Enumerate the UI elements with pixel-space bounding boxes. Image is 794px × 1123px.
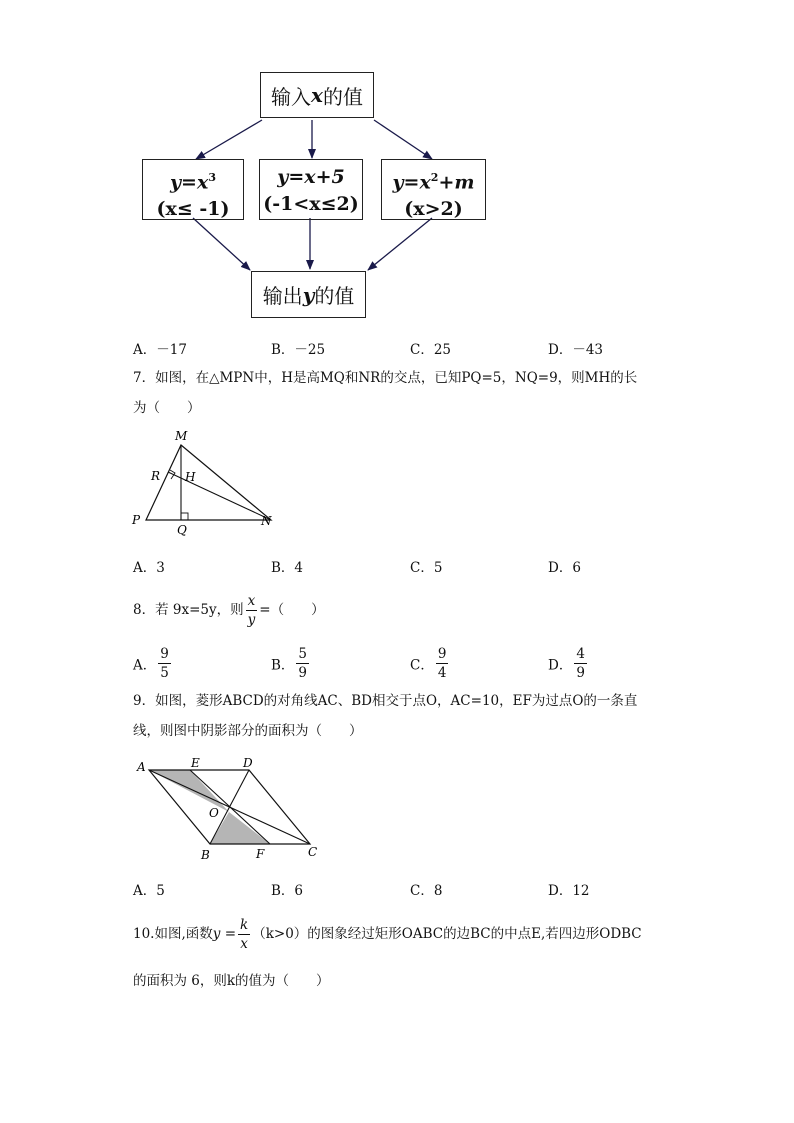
q9-option-b: B．6 [271, 883, 304, 899]
output-box-pre: 输出 [262, 284, 303, 308]
box-right-exponent: 2 [430, 171, 439, 184]
box-right-condition: (x>2) [404, 198, 463, 221]
q8-option-c: C． $\frac{9}{4}$ [410, 646, 447, 681]
q7-option-c: C．5 [410, 560, 443, 576]
q10-prefix: 如图,函数 [154, 926, 213, 942]
q9-label-c: C [308, 845, 318, 859]
q9-text-line1: 如图，菱形ABCD的对角线AC、BD相交于点O，AC=10，EF为过点O的一条直 [155, 693, 638, 709]
input-box-pre: 输入 [271, 84, 312, 109]
input-box-post: 的值 [322, 84, 363, 109]
q10-fraction [238, 916, 250, 953]
q10-question [133, 916, 642, 953]
q9-option-c: C．8 [410, 883, 443, 899]
q10-frac-den: x [240, 936, 248, 952]
q7-triangle-figure [125, 425, 285, 540]
q9-rhombus-figure [125, 750, 330, 865]
arrow-right-to-output [368, 218, 432, 270]
q8-frac-num: x [246, 592, 258, 611]
q10-middle: （k>0）的图象经过矩形OABC的边BC的中点E,若四边形ODBC [252, 926, 642, 942]
box-mid-condition: (-1<x≤2) [263, 193, 359, 215]
q7-label-h: H [185, 470, 196, 484]
q10-y-eq: y = [212, 926, 237, 942]
arrow-input-to-right [374, 120, 432, 159]
q8-prefix: 若 9x=5y，则 [155, 602, 244, 618]
flowchart [0, 0, 794, 330]
box-right-formula: y=x [392, 171, 431, 194]
q9-label-b: B [201, 848, 210, 862]
box-left-formula: y=x [170, 171, 209, 194]
q6-option-d: D．－43 [548, 342, 604, 358]
output-box-post: 的值 [314, 284, 355, 308]
q8-fraction [246, 592, 258, 629]
q7-text-line1: 如图，在△MPN中，H是高MQ和NR的交点，已知PQ=5，NQ=9，则MH的长 [155, 370, 638, 386]
q9-option-a: A．5 [133, 883, 165, 899]
q9-label-d: D [243, 756, 253, 770]
q7-label-q: Q [177, 523, 187, 537]
q8-question [133, 592, 325, 629]
q6-option-a: A．－17 [133, 342, 187, 358]
q7-question-line1 [133, 368, 637, 388]
q9-label-o: O [209, 806, 219, 820]
q8-option-a: A． $\frac{9}{5}$ [133, 646, 169, 681]
q8-number: 8． [133, 602, 156, 618]
q9-option-d: D．12 [548, 883, 590, 899]
q8-option-d: D． $\frac{4}{9}$ [548, 646, 585, 681]
q7-option-b: B．4 [271, 560, 304, 576]
q7-option-d: D．6 [548, 560, 581, 576]
q7-number: 7． [133, 370, 156, 386]
q8-frac-den: y [247, 612, 256, 628]
input-box-var: x [311, 83, 323, 107]
output-box [251, 271, 366, 318]
q7-text-line2: 为（ ） [133, 400, 201, 416]
arrow-left-to-output [193, 218, 250, 270]
q7-label-n: N [261, 514, 272, 528]
q9-number: 9． [133, 693, 156, 709]
q9-label-a: A [137, 760, 146, 774]
box-left [142, 159, 244, 220]
q10-text-line2: 的面积为 6，则k的值为（ ） [133, 973, 330, 989]
input-box [260, 72, 374, 118]
box-left-exponent: 3 [208, 171, 216, 184]
box-right [381, 159, 486, 220]
q9-text-line2: 线，则图中阴影部分的面积为（ ） [133, 723, 363, 739]
arrow-input-to-left [196, 120, 262, 159]
box-mid [259, 159, 363, 220]
q7-label-m: M [175, 429, 188, 443]
q10-number: 10. [133, 926, 155, 942]
q6-option-b: B．－25 [271, 342, 326, 358]
q10-frac-num: k [240, 917, 249, 933]
q7-label-p: P [132, 513, 141, 527]
box-left-condition: (x≤ -1) [156, 198, 230, 221]
q9-label-e: E [191, 756, 200, 770]
q7-option-a: A．3 [133, 560, 165, 576]
box-right-formula-tail: +m [438, 171, 475, 194]
box-mid-formula: y=x+5 [277, 166, 345, 188]
q6-option-c: C．25 [410, 342, 452, 358]
q9-label-f: F [256, 847, 265, 861]
output-box-var: y [302, 282, 315, 307]
q8-option-b: B． $\frac{5}{9}$ [271, 646, 308, 681]
q7-label-r: R [151, 469, 161, 483]
q9-question-line1 [133, 691, 637, 711]
q8-suffix: =（ ） [259, 602, 325, 618]
